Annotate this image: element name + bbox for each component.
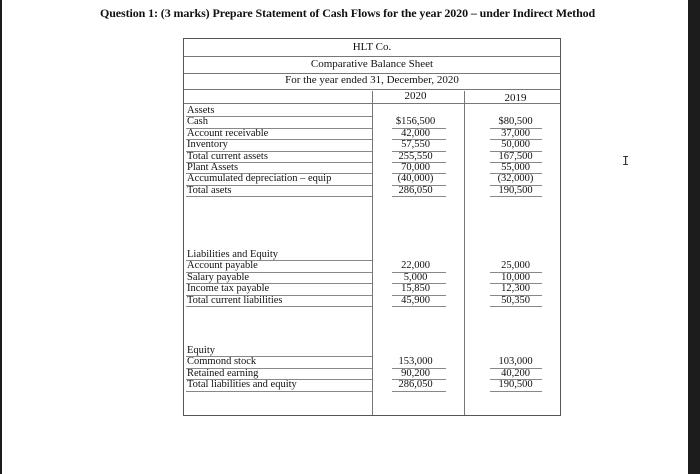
header-divider — [184, 103, 560, 104]
value-2020: 255,550 — [398, 150, 433, 162]
value-2020: 15,850 — [401, 283, 430, 295]
value-2020: (40,000) — [397, 173, 434, 185]
text-cursor-icon: I — [622, 154, 630, 168]
row-underline — [186, 196, 372, 197]
row-label: Total asets — [187, 184, 232, 196]
column-divider — [464, 91, 465, 415]
year-2020-header: 2020 — [404, 90, 427, 102]
row-label: Cash — [187, 116, 208, 128]
equity-heading: Equity — [187, 345, 215, 356]
row-underline — [186, 306, 372, 307]
value-2019: 55,000 — [501, 162, 530, 173]
value-2019: 37,000 — [501, 127, 530, 139]
assets-heading: Assets — [187, 105, 215, 116]
value-2019: 12,300 — [501, 283, 530, 295]
row-label: Total liabilities and equity — [187, 379, 297, 391]
row-label: Accumulated depreciation – equip — [187, 173, 332, 185]
row-label: Income tax payable — [187, 283, 270, 295]
row-label: Retained earning — [187, 367, 259, 379]
value-2020: 286,050 — [398, 379, 433, 391]
value-2020: 286,050 — [398, 184, 433, 196]
value-2020: 5,000 — [403, 271, 428, 283]
value-2020: 153,000 — [398, 356, 433, 368]
row-underline — [392, 306, 446, 307]
column-divider — [372, 91, 373, 415]
sheet-title: Comparative Balance Sheet — [310, 58, 434, 70]
value-2019: 50,350 — [501, 294, 530, 306]
row-label: Account receivable — [187, 127, 269, 139]
value-2019: $80,500 — [498, 116, 533, 128]
document-page — [2, 0, 688, 474]
row-label: Commond stock — [187, 356, 257, 368]
value-2020: $156,500 — [395, 116, 436, 128]
row-underline — [186, 391, 372, 392]
value-2019: 25,000 — [501, 260, 530, 272]
row-label: Salary payable — [187, 271, 250, 283]
value-2019: 50,000 — [501, 139, 530, 151]
header-divider — [184, 89, 560, 90]
company-name: HLT Co. — [352, 41, 392, 53]
row-label: Account payable — [187, 260, 258, 272]
value-2019: 190,500 — [498, 379, 533, 391]
row-label: Inventory — [187, 139, 228, 151]
row-label: Total current liabilities — [187, 294, 283, 306]
liabilities-heading: Liabilities and Equity — [187, 249, 278, 260]
row-underline — [186, 116, 372, 117]
value-2019: 167,500 — [498, 150, 533, 162]
question-heading: Question 1: (3 marks) Prepare Statement of Cash Flows for the year 2020 – under Indirect Method — [100, 6, 596, 20]
value-2019: (32,000) — [497, 173, 534, 185]
value-2020: 42,000 — [401, 127, 430, 139]
year-2019-header: 2019 — [504, 92, 527, 104]
value-2020: 45,900 — [401, 294, 430, 306]
sheet-period: For the year ended 31, December, 2020 — [285, 74, 459, 86]
row-underline — [490, 196, 542, 197]
value-2019: 190,500 — [498, 184, 533, 196]
row-label: Total current assets — [187, 150, 268, 162]
row-underline — [490, 306, 542, 307]
value-2020: 22,000 — [401, 260, 430, 272]
value-2020: 90,200 — [401, 367, 430, 379]
row-underline — [392, 196, 446, 197]
row-label: Plant Assets — [187, 162, 239, 173]
balance-sheet-table — [183, 38, 561, 416]
value-2019: 40,200 — [501, 367, 530, 379]
row-underline — [392, 391, 446, 392]
value-2019: 103,000 — [498, 356, 533, 368]
row-underline — [490, 391, 542, 392]
value-2019: 10,000 — [501, 271, 530, 283]
value-2020: 70,000 — [401, 162, 430, 173]
value-2020: 57,550 — [401, 139, 430, 151]
header-divider — [184, 56, 560, 57]
